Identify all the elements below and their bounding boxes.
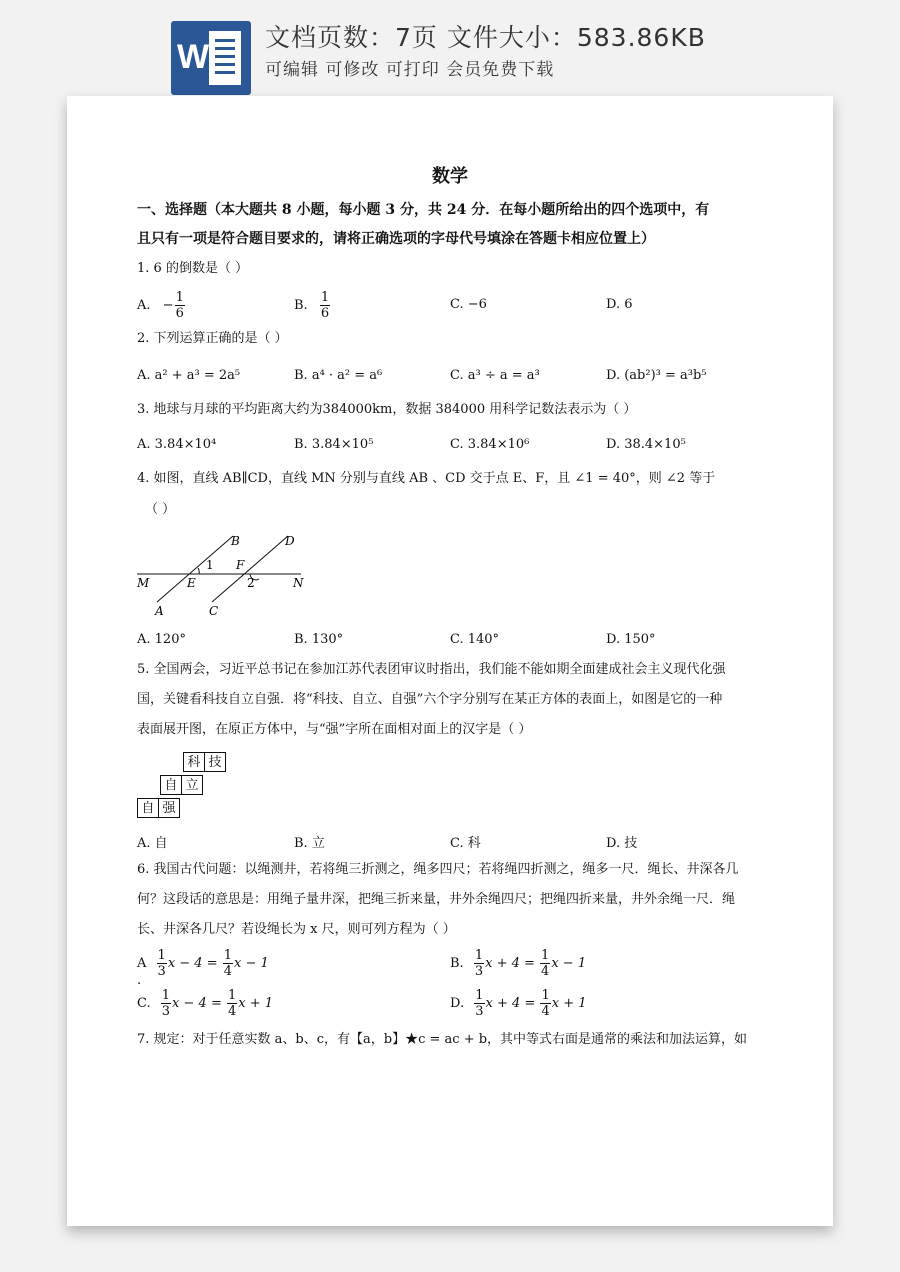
question-4-option-a: A. 120°: [137, 632, 186, 647]
question-1-option-d: D. 6: [606, 297, 633, 312]
question-5-line1: 5. 全国两会，习近平总书记在参加江苏代表团审议时指出，我们能不能如期全面建成社会主义现代化强: [137, 662, 726, 677]
figure-label-c: C: [209, 604, 219, 618]
question-5-option-a: A. 自: [137, 836, 168, 851]
question-5-option-b: B. 立: [294, 836, 325, 851]
cube-face: 强: [158, 798, 180, 818]
section-heading-line1: 一、选择题（本大题共 8 小题，每小题 3 分，共 24 分．在每小题所给出的四个选项中，有: [137, 202, 710, 218]
question-4-stem: 4. 如图，直线 AB∥CD，直线 MN 分别与直线 AB 、CD 交于点 E、F，且 ∠1 = 40°，则 ∠2 等于: [137, 471, 716, 486]
figure-label-f: F: [236, 558, 245, 572]
figure-label-b: B: [231, 534, 240, 548]
question-2-option-d: D. (ab²)³ = a³b⁵: [606, 368, 707, 383]
question-6-option-b: B. $\frac{1}{3}$ x + 4 = $\frac{1}{4}$ x − 1: [450, 948, 587, 979]
question-4-option-b: B. 130°: [294, 632, 344, 647]
parallel-lines-figure: [135, 528, 315, 618]
question-5-option-d: D. 技: [606, 836, 638, 851]
figure-label-e: E: [187, 576, 196, 590]
question-2-option-c: C. a³ ÷ a = a³: [450, 368, 540, 383]
question-3-option-b: B. 3.84×10⁵: [294, 437, 374, 452]
question-5-line2: 国，关键看科技自立自强．将“科技、自立、自强”六个字分别写在某正方体的表面上，如图是它的一种: [137, 692, 723, 707]
question-6-option-a-dot: .: [137, 973, 142, 988]
question-1-option-b: B. $\frac{1}{6}$: [294, 290, 330, 321]
word-document-icon: W: [171, 21, 251, 95]
question-1-option-c: C. −6: [450, 297, 487, 312]
question-5-option-c: C. 科: [450, 836, 481, 851]
question-6-line1: 6. 我国古代问题：以绳测井，若将绳三折测之，绳多四尺；若将绳四折测之，绳多一尺．绳长、井深各几: [137, 862, 739, 877]
question-4-option-d: D. 150°: [606, 632, 656, 647]
figure-angle-1: 1: [206, 558, 214, 572]
question-3-option-a: A. 3.84×10⁴: [137, 437, 217, 452]
document-page: [67, 96, 833, 1226]
cube-face: 科: [183, 752, 205, 772]
header-banner: [0, 0, 900, 96]
page-title: 数学: [432, 166, 468, 187]
question-6-line3: 长、井深各几尺？若设绳长为 x 尺，则可列方程为（ ）: [137, 922, 456, 937]
question-2-option-b: B. a⁴ · a² = a⁶: [294, 368, 383, 383]
figure-label-n: N: [293, 576, 304, 590]
cube-face: 自: [160, 775, 182, 795]
question-2-stem: 2. 下列运算正确的是（ ）: [137, 331, 288, 346]
cube-face: 立: [181, 775, 203, 795]
question-5-line3: 表面展开图，在原正方体中，与“强”字所在面相对面上的汉字是（ ）: [137, 722, 532, 737]
question-3-option-d: D. 38.4×10⁵: [606, 437, 686, 452]
cube-face: 自: [137, 798, 159, 818]
figure-label-d: D: [285, 534, 295, 548]
document-info-title: 文档页数：7页 文件大小：583.86KB: [265, 23, 706, 52]
question-6-option-c: C. $\frac{1}{3}$ x − 4 = $\frac{1}{4}$ x + 1: [137, 988, 274, 1019]
question-1-option-a: A. − $\frac{1}{6}$: [137, 290, 184, 321]
cube-face: 技: [204, 752, 226, 772]
question-1-stem: 1. 6 的倒数是（ ）: [137, 261, 249, 276]
question-2-option-a: A. a² + a³ = 2a⁵: [137, 368, 241, 383]
question-4-option-c: C. 140°: [450, 632, 500, 647]
question-6-option-a: A $\frac{1}{3}$ x − 4 = $\frac{1}{4}$ x − 1: [137, 948, 269, 979]
question-6-line2: 何？这段话的意思是：用绳子量井深，把绳三折来量，井外余绳四尺；把绳四折来量，井外余绳一尺．绳: [137, 892, 736, 907]
figure-angle-2: 2: [247, 576, 255, 590]
question-3-option-c: C. 3.84×10⁶: [450, 437, 530, 452]
section-heading-line2: 且只有一项是符合题目要求的，请将正确选项的字母代号填涂在答题卡相应位置上）: [137, 231, 655, 247]
question-7-line1: 7. 规定：对于任意实数 a、b、c，有【a，b】★c = ac + b，其中等式右面是通常的乘法和加法运算，如: [137, 1032, 748, 1047]
question-6-option-d: D. $\frac{1}{3}$ x + 4 = $\frac{1}{4}$ x + 1: [450, 988, 587, 1019]
figure-label-m: M: [137, 576, 150, 590]
question-4-blank: （ ）: [145, 502, 176, 517]
figure-label-a: A: [155, 604, 164, 618]
document-features: 可编辑 可修改 可打印 会员免费下载: [265, 60, 555, 80]
question-3-stem: 3. 地球与月球的平均距离大约为384000km，数据 384000 用科学记数法表示为（ ）: [137, 402, 637, 417]
